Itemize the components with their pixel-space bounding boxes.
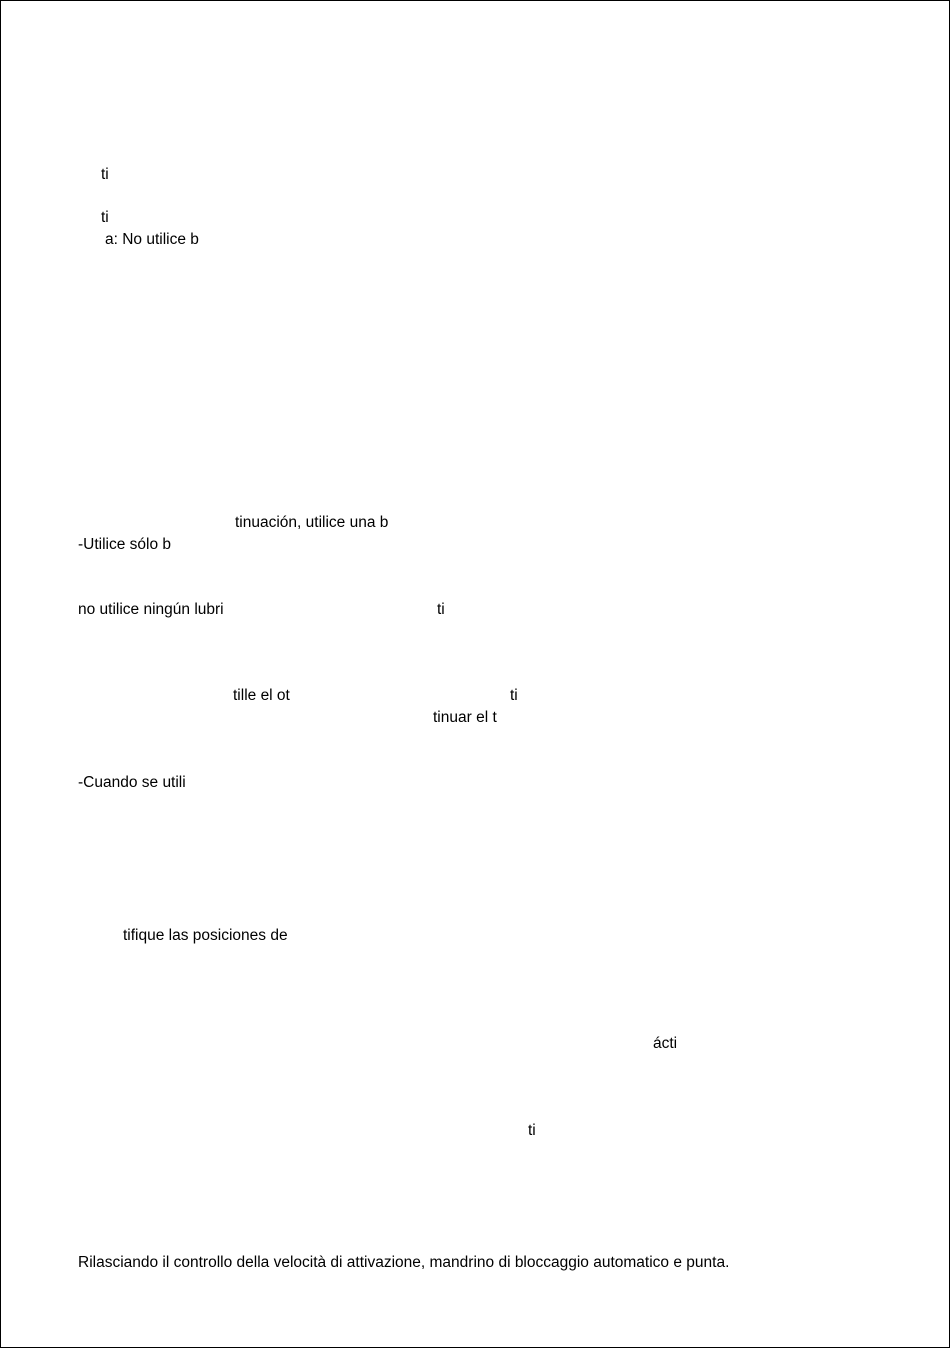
text-fragment-10: tinuar el t (433, 709, 497, 726)
text-fragment-4: tinuación, utilice una b (235, 514, 389, 531)
text-fragment-6: no utilice ningún lubri (78, 601, 224, 618)
text-fragment-5: -Utilice sólo b (78, 536, 172, 553)
text-fragment-14: ti (528, 1122, 536, 1139)
text-fragment-7: ti (437, 601, 445, 618)
text-fragment-8: tille el ot (233, 687, 290, 704)
text-fragment-2: ti (101, 209, 109, 226)
text-fragment-13: ácti (653, 1035, 678, 1052)
text-fragment-12: tifique las posiciones de (123, 927, 288, 944)
text-fragment-9: ti (510, 687, 518, 704)
text-fragment-1: ti (101, 166, 109, 183)
text-fragment-15: Rilasciando il controllo della velocità di attivazione, mandrino di bloccaggio automatico e punta. (78, 1254, 730, 1271)
text-fragment-11: -Cuando se utili (78, 774, 186, 791)
text-fragment-3: a: No utilice b (105, 231, 199, 248)
